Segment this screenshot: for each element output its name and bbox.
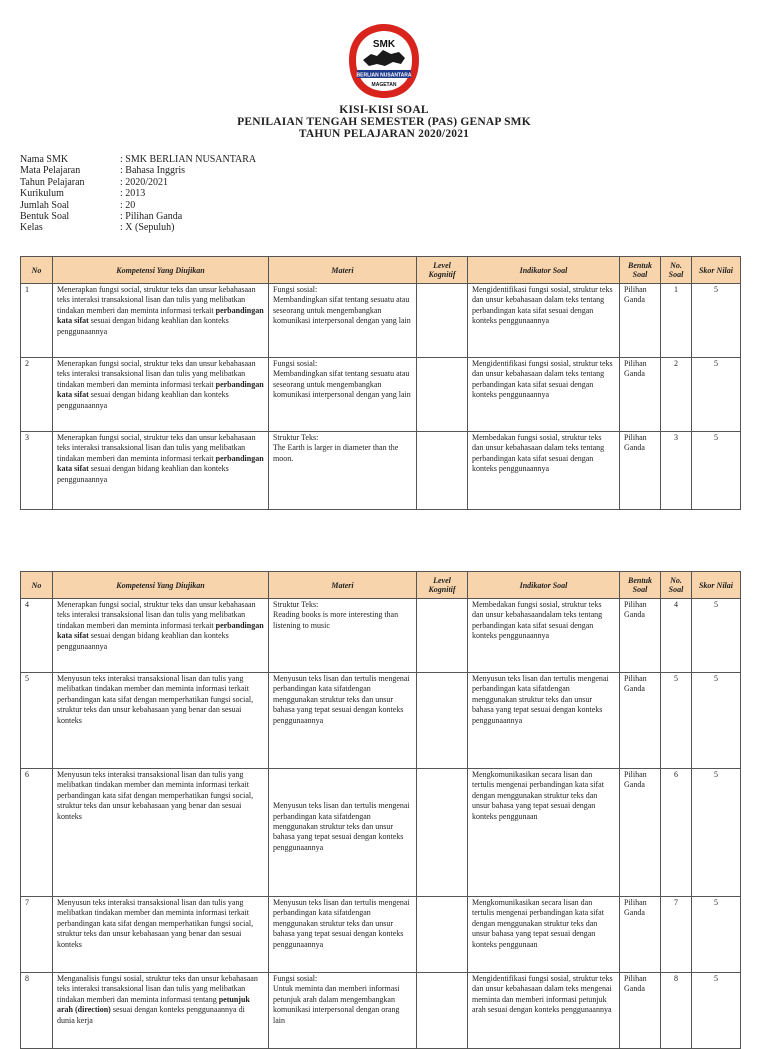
doc-title: KISI-KISI SOAL: [339, 104, 429, 116]
row-materi: Struktur Teks: Reading books is more interesting than listening to music: [269, 599, 417, 673]
info-row: [20, 165, 256, 176]
info-value: : SMK BERLIAN NUSANTARA: [120, 154, 257, 165]
info-row: [20, 211, 256, 222]
row-no-soal: 3: [661, 432, 692, 510]
info-key: Bentuk Soal: [20, 211, 70, 223]
row-no-soal: 4: [661, 599, 692, 673]
table-row: [21, 284, 741, 358]
row-level: [417, 673, 468, 769]
row-indikator: Mengkomunikasikan secara lisan dan tertulis mengenai perbandingan kata sifat dengan menggunakan struktur teks dan unsur bahasa yang tepat sesuai dengan konteks penggunaan: [468, 769, 620, 897]
header-no: No: [21, 257, 53, 284]
school-info: [20, 154, 256, 234]
row-skor: 5: [692, 432, 741, 510]
row-level: [417, 432, 468, 510]
row-no: 4: [21, 599, 53, 673]
kompetensi-text: Menerapkan fungsi social, struktur teks dan unsur kebahasaan teks interaksi transaksional lisan dan tulis yang melibatkan tindakan memberi dan meminta informasi terkait: [57, 433, 256, 463]
row-bentuk: Pilihan Ganda: [620, 673, 661, 769]
grid-table-2: [20, 571, 741, 1049]
row-skor: 5: [692, 769, 741, 897]
kompetensi-bold-text: perbandingan kata sifat: [57, 379, 264, 400]
header-indikator: Indikator Soal: [468, 257, 620, 284]
doc-year: TAHUN PELAJARAN 2020/2021: [298, 128, 470, 140]
logo-school-text: BERLIAN NUSANTARA: [356, 72, 412, 79]
row-bentuk: Pilihan Ganda: [620, 973, 661, 1049]
kompetensi-bold-text: petunjuk arah (direction): [57, 994, 250, 1015]
table-row: [21, 769, 741, 897]
logo-smk-text: SMK: [372, 39, 396, 50]
info-key: Mata Pelajaran: [20, 165, 81, 177]
row-indikator: Mengidentifikasi fungsi sosial, struktur teks dan unsur kebahasaan dalam teks tentang perbandingan kata sifat sesuai dengan konteks penggunaannya: [468, 358, 620, 432]
row-materi: Fungsi sosial: Membandingkan sifat tentang sesuatu atau seseorang untuk mengembangkan komunikasi interpersonal dengan yang lain: [269, 284, 417, 358]
kompetensi-text: Menerapkan fungsi social, struktur teks dan unsur kebahasaan teks interaksi transaksional lisan dan tulis yang melibatkan tindakan memberi dan meminta informasi terkait: [57, 285, 256, 315]
kompetensi-text-end: sesuai dengan bidang keahlian dan konteks penggunaannya: [57, 316, 229, 336]
kompetensi-text: Menyusun teks interaksi transaksional lisan dan tulis yang melibatkan tindakan member dan meminta informasi terkait perbandingan kata sifat dengan memperhatikan fungsi social, struktur teks dan unsur kebahasaan yang benar dan sesuai konteks: [57, 770, 254, 821]
kompetensi-bold-text: perbandingan kata sifat: [57, 620, 264, 641]
kompetensi-bold-text: perbandingan kata sifat: [57, 305, 264, 326]
kompetensi-text-end: sesuai dengan bidang keahlian dan konteks penggunaannya: [57, 464, 229, 484]
info-value: : X (Sepuluh): [120, 222, 175, 234]
row-level: [417, 973, 468, 1049]
row-indikator: Mengidentifikasi fungsi sosial, struktur teks dan unsur kebahasaan dalam teks tentang perbandingan kata sifat sesuai dengan konteks penggunaannya: [468, 284, 620, 358]
row-materi: Menyusun teks lisan dan tertulis mengenai perbandingan kata sifatdengan menggunakan struktur teks dan unsur bahasa yang tepat sesuai dengan konteks penggunaannya: [269, 769, 417, 897]
info-value: : 2020/2021: [120, 176, 169, 188]
header-kompetensi: Kompetensi Yang Diujikan: [53, 257, 269, 284]
grid-table-1: [20, 256, 741, 510]
info-value: : Bahasa Inggris: [120, 165, 185, 177]
info-row: [20, 188, 256, 199]
header-skor: Skor Nilai: [692, 572, 741, 599]
row-kompetensi: [53, 973, 269, 1049]
row-level: [417, 769, 468, 897]
row-indikator: Membedakan fungsi sosial, struktur teks dan unsur kebahasaan dalam teks tentang perbandingan kata sifat sesuai dengan konteks penggunaannya: [468, 432, 620, 510]
row-no: 6: [21, 769, 53, 897]
row-indikator: Membedakan fungsi sosial, struktur teks dan unsur kebahasaandalam teks tentang perbandingan kata sifat sesuai dengan konteks penggunaannya: [468, 599, 620, 673]
row-skor: 5: [692, 358, 741, 432]
kompetensi-text: Menerapkan fungsi social, struktur teks dan unsur kebahasaan teks interaksi transaksional lisan dan tulis yang melibatkan tindakan memberi dan meminta informasi terkait: [57, 359, 256, 389]
row-bentuk: Pilihan Ganda: [620, 769, 661, 897]
kompetensi-text: Menyusun teks interaksi transaksional lisan dan tulis yang melibatkan tindakan member dan meminta informasi terkait perbandingan kata sifat dengan memperhatikan fungsi social, struktur teks dan unsur kebahasaan yang benar dan sesuai konteks: [57, 898, 254, 949]
header-no: No: [21, 572, 53, 599]
row-no: 1: [21, 284, 53, 358]
row-materi: Struktur Teks: The Earth is larger in diameter than the moon.: [269, 432, 417, 510]
header-skor: Skor Nilai: [692, 257, 741, 284]
row-no: 2: [21, 358, 53, 432]
header-kompetensi: Kompetensi Yang Diujikan: [53, 572, 269, 599]
table-row: [21, 973, 741, 1049]
row-no-soal: 5: [661, 673, 692, 769]
info-value: : 20: [120, 199, 136, 211]
row-kompetensi: [53, 769, 269, 897]
row-no: 8: [21, 973, 53, 1049]
row-no: 3: [21, 432, 53, 510]
row-skor: 5: [692, 973, 741, 1049]
header-level: Level Kognitif: [417, 257, 468, 284]
row-materi: Menyusun teks lisan dan tertulis mengenai perbandingan kata sifatdengan menggunakan struktur teks dan unsur bahasa yang tepat sesuai dengan konteks penggunaannya: [269, 673, 417, 769]
row-no-soal: 8: [661, 973, 692, 1049]
table-header-row: [21, 257, 741, 284]
info-row: [20, 222, 256, 233]
row-kompetensi: [53, 599, 269, 673]
row-skor: 5: [692, 599, 741, 673]
header-no-soal: No. Soal: [661, 257, 692, 284]
row-kompetensi: [53, 284, 269, 358]
row-no: 5: [21, 673, 53, 769]
row-bentuk: Pilihan Ganda: [620, 432, 661, 510]
info-key: Nama SMK: [20, 154, 69, 165]
row-kompetensi: [53, 358, 269, 432]
header-level: Level Kognitif: [417, 572, 468, 599]
kompetensi-bold-text: perbandingan kata sifat: [57, 453, 264, 474]
row-materi: Menyusun teks lisan dan tertulis mengenai perbandingan kata sifatdengan menggunakan struktur teks dan unsur bahasa yang tepat sesuai dengan konteks penggunaannya: [269, 897, 417, 973]
row-no-soal: 7: [661, 897, 692, 973]
logo-city-text: MAGETAN: [371, 82, 397, 88]
row-level: [417, 358, 468, 432]
row-bentuk: Pilihan Ganda: [620, 284, 661, 358]
row-indikator: Menyusun teks lisan dan tertulis mengenai perbandingan kata sifatdengan menggunakan struktur teks dan unsur bahasa yang tepat sesuai dengan konteks penggunaannya: [468, 673, 620, 769]
kompetensi-text: Menyusun teks interaksi transaksional lisan dan tulis yang melibatkan tindakan member dan meminta informasi terkait perbandingan kata sifat dengan memperhatikan fungsi social, struktur teks dan unsur kebahasaan yang benar dan sesuai konteks: [57, 674, 254, 725]
kompetensi-text-end: sesuai dengan konteks penggunaannya di dunia kerja: [57, 1005, 245, 1025]
table-row: [21, 358, 741, 432]
info-row: [20, 154, 256, 165]
header-no-soal: No. Soal: [661, 572, 692, 599]
kompetensi-text: Menganalisis fungsi sosial, struktur teks dan unsur kebahasaan teks interaksi transaksional lisan dan tulis yang melibatkan tindakan memberi dan meminta informasi tentang: [57, 974, 258, 1004]
header-materi: Materi: [269, 572, 417, 599]
info-row: [20, 200, 256, 211]
row-bentuk: Pilihan Ganda: [620, 897, 661, 973]
row-no-soal: 6: [661, 769, 692, 897]
row-level: [417, 599, 468, 673]
row-materi: Fungsi sosial: Untuk meminta dan memberi informasi petunjuk arah dalam mengembangkan komunikasi interpersonal dengan orang lain: [269, 973, 417, 1049]
row-level: [417, 284, 468, 358]
row-materi: Fungsi sosial: Membandingkan sifat tentang sesuatu atau seseorang untuk mengembangkan komunikasi interpersonal dengan yang lain: [269, 358, 417, 432]
kompetensi-text: Menerapkan fungsi social, struktur teks dan unsur kebahasaan teks interaksi transaksional lisan dan tulis yang melibatkan tindakan memberi dan meminta informasi terkait: [57, 600, 256, 630]
info-key: Kelas: [20, 222, 43, 234]
row-no: 7: [21, 897, 53, 973]
info-key: Jumlah Soal: [20, 199, 70, 211]
table-row: [21, 673, 741, 769]
row-kompetensi: [53, 673, 269, 769]
row-kompetensi: [53, 897, 269, 973]
row-kompetensi: [53, 432, 269, 510]
info-row: [20, 177, 256, 188]
row-no-soal: 2: [661, 358, 692, 432]
kompetensi-text-end: sesuai dengan bidang keahlian dan konteks penggunaannya: [57, 390, 229, 410]
row-bentuk: Pilihan Ganda: [620, 358, 661, 432]
header-indikator: Indikator Soal: [468, 572, 620, 599]
doc-subtitle: PENILAIAN TENGAH SEMESTER (PAS) GENAP SMK: [237, 116, 531, 128]
info-value: : Pilihan Ganda: [120, 211, 183, 223]
header-materi: Materi: [269, 257, 417, 284]
row-skor: 5: [692, 284, 741, 358]
info-value: : 2013: [120, 188, 146, 200]
row-indikator: Mengidentifikasi fungsi sosial, struktur teks dan unsur kebahasaan dalam teks mengenai meminta dan memberi informasi petunjuk arah sesuai dengan konteks penggunaannya: [468, 973, 620, 1049]
row-level: [417, 897, 468, 973]
row-skor: 5: [692, 673, 741, 769]
row-skor: 5: [692, 897, 741, 973]
table-row: [21, 897, 741, 973]
table-row: [21, 432, 741, 510]
row-bentuk: Pilihan Ganda: [620, 599, 661, 673]
row-indikator: Mengkomunikasikan secara lisan dan tertulis mengenai perbandingan kata sifat dengan menggunakan struktur teks dan unsur bahasa yang tepat sesuai dengan konteks penggunaan: [468, 897, 620, 973]
header-bentuk: Bentuk Soal: [620, 572, 661, 599]
table-row: [21, 599, 741, 673]
info-key: Kurikulum: [20, 188, 64, 200]
table-header-row: [21, 572, 741, 599]
header-bentuk: Bentuk Soal: [620, 257, 661, 284]
kompetensi-text-end: sesuai dengan bidang keahlian dan konteks penggunaannya: [57, 631, 229, 651]
smk-logo: [343, 20, 425, 102]
info-key: Tahun Pelajaran: [20, 176, 85, 188]
row-no-soal: 1: [661, 284, 692, 358]
